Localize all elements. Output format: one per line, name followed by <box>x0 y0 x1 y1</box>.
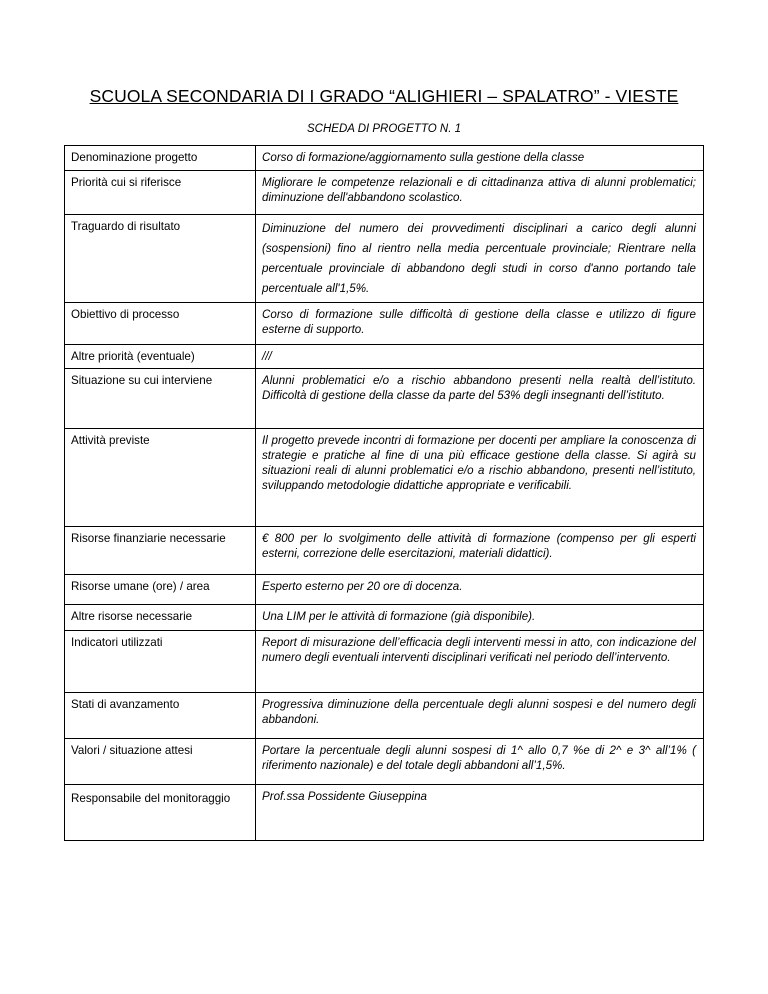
table-row <box>65 303 704 345</box>
row-label: Obiettivo di processo <box>65 303 256 345</box>
row-value: Migliorare le competenze relazionali e di cittadinanza attiva di alunni problematici; diminuzione dell'abbandono scolastico. <box>256 171 704 215</box>
document-title: SCUOLA SECONDARIA DI I GRADO “ALIGHIERI – SPALATRO” - VIESTE <box>89 86 679 106</box>
row-value: Corso di formazione sulle difficoltà di gestione della classe e utilizzo di figure esterne di supporto. <box>256 303 704 345</box>
row-value: Report di misurazione dell’efficacia degli interventi messi in atto, con indicazione del numero degli eventuali interventi disciplinari verificati nel periodo dell’intervento. <box>256 631 704 693</box>
table-row <box>65 171 704 215</box>
row-label: Valori / situazione attesi <box>65 739 256 785</box>
table-row <box>65 369 704 429</box>
row-label: Responsabile del monitoraggio <box>65 785 256 841</box>
row-label: Risorse umane (ore) / area <box>65 575 256 605</box>
row-label: Traguardo di risultato <box>65 215 256 303</box>
row-label: Altre priorità (eventuale) <box>65 345 256 369</box>
row-value: Esperto esterno per 20 ore di docenza. <box>256 575 704 605</box>
row-value: Una LIM per le attività di formazione (già disponibile). <box>256 605 704 631</box>
table-row <box>65 345 704 369</box>
table-row <box>65 575 704 605</box>
table-row <box>65 785 704 841</box>
project-table <box>64 145 704 841</box>
table-row <box>65 693 704 739</box>
row-value: Prof.ssa Possidente Giuseppina <box>256 785 704 841</box>
row-label: Indicatori utilizzati <box>65 631 256 693</box>
row-label: Stati di avanzamento <box>65 693 256 739</box>
row-value: Alunni problematici e/o a rischio abbandono presenti nella realtà dell’istituto. Difficoltà di gestione della classe da parte del 53% degli insegnanti dell’istituto. <box>256 369 704 429</box>
row-label: Altre risorse necessarie <box>65 605 256 631</box>
row-label: Denominazione progetto <box>65 146 256 171</box>
table-row <box>65 739 704 785</box>
table-row <box>65 605 704 631</box>
row-label: Risorse finanziarie necessarie <box>65 527 256 575</box>
row-value: Diminuzione del numero dei provvedimenti disciplinari a carico degli alunni (sospensioni) fino al rientro nella media percentuale provinciale; Rientrare nella percentuale provinciale di abbandono degli studi in corso d'anno portando tale percentuale all'1,5%. <box>256 215 704 303</box>
row-value: Corso di formazione/aggiornamento sulla gestione della classe <box>256 146 704 171</box>
row-label: Attività previste <box>65 429 256 527</box>
table-row <box>65 215 704 303</box>
row-value: /// <box>256 345 704 369</box>
row-value: Progressiva diminuzione della percentuale degli alunni sospesi e del numero degli abbandoni. <box>256 693 704 739</box>
table-row <box>65 429 704 527</box>
row-value: Portare la percentuale degli alunni sospesi di 1^ allo 0,7 %e di 2^ e 3^ all’1% ( riferimento nazionale) e del totale degli abbandoni all’1,5%. <box>256 739 704 785</box>
row-label: Priorità cui si riferisce <box>65 171 256 215</box>
row-label: Situazione su cui interviene <box>65 369 256 429</box>
row-value: Il progetto prevede incontri di formazione per docenti per ampliare la conoscenza di strategie e pratiche al fine di una più efficace gestione della classe. Si agirà su situazioni reali di alunni problematici e/o a rischio abbandono, presenti nell’istituto, sviluppando metodologie didattiche appropriate e verificabili. <box>256 429 704 527</box>
table-row <box>65 631 704 693</box>
document-subtitle: SCHEDA DI PROGETTO N. 1 <box>307 123 461 135</box>
row-value: € 800 per lo svolgimento delle attività di formazione (compenso per gli esperti esterni, correzione delle esercitazioni, materiali didattici). <box>256 527 704 575</box>
table-row <box>65 146 704 171</box>
table-row <box>65 527 704 575</box>
